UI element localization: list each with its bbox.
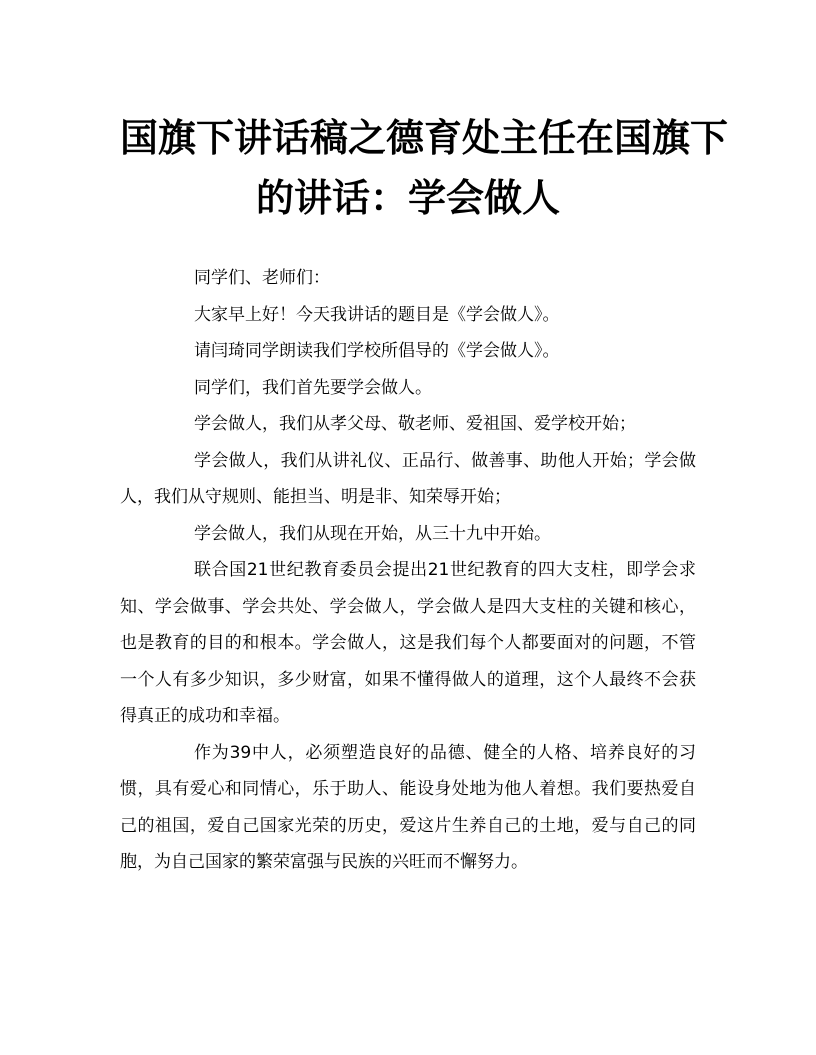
title-line-1: 国旗下讲话稿之德育处主任在国旗下 — [120, 115, 729, 160]
paragraph-learn-3: 学会做人，我们从现在开始，从三十九中开始。 — [194, 523, 551, 544]
paragraph-opening: 大家早上好！今天我讲话的题目是《学会做人》。 — [194, 304, 560, 325]
document-body — [120, 260, 696, 881]
title-line-2: 的讲话：学会做人 — [255, 175, 560, 220]
paragraph-learn-1: 学会做人，我们从孝父母、敬老师、爱祖国、爱学校开始； — [194, 414, 636, 434]
page-title — [120, 108, 729, 228]
paragraph-reading: 请闫琦同学朗读我们学校所倡导的《学会做人》。 — [194, 341, 560, 361]
paragraph-un-pillars: 联合国21世纪教育委员会提出21世纪教育的四大支柱，即学会求知、学会做事、学会共处、学会做人，学会做人是四大支柱的关键和核心，也是教育的目的和根本。学会做人，这是我们每个人都要面对的问题，不管一个人有多少知识，多少财富，如果不懂得做人的道理，这个人最终不会获得真正的成功和幸福。 — [120, 560, 696, 726]
paragraph-learn-first: 同学们，我们首先要学会做人。 — [194, 377, 432, 398]
paragraph-greeting: 同学们、老师们： — [194, 268, 330, 288]
paragraph-school-39: 作为39中人，必须塑造良好的品德、健全的人格、培养良好的习惯，具有爱心和同情心，乐于助人、能设身处地为他人着想。我们要热爱自己的祖国，爱自己国家光荣的历史，爱这片生养自己的土地，爱与自己的同胞，为自己国家的繁荣富强与民族的兴旺而不懈努力。 — [120, 742, 696, 872]
paragraph-learn-2: 学会做人，我们从讲礼仪、正品行、做善事、助他人开始；学会做人，我们从守规则、能担当、明是非、知荣辱开始； — [120, 450, 696, 507]
